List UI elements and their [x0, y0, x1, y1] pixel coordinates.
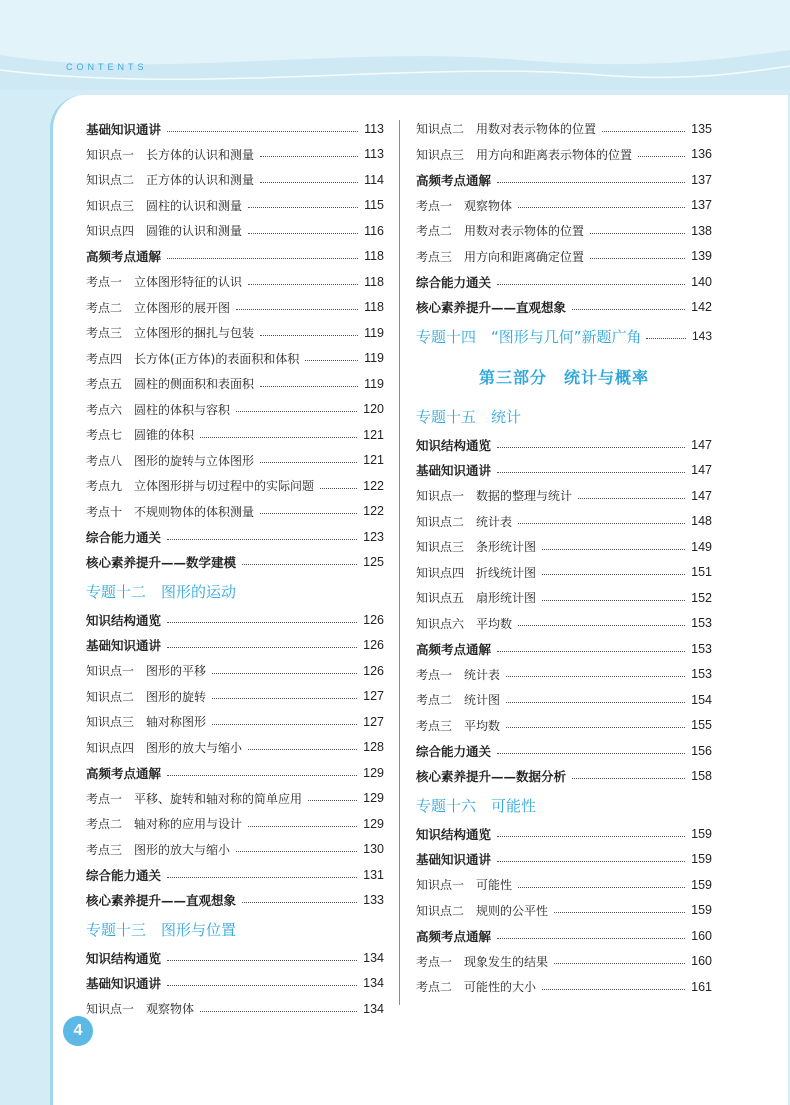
toc-entry-label: 考点九 立体图形拼与切过程中的实际问题	[86, 479, 315, 494]
toc-page-number: 114	[364, 172, 384, 187]
toc-entry[interactable]	[416, 142, 712, 168]
toc-entry[interactable]	[416, 949, 712, 975]
toc-page-number: 148	[691, 514, 712, 529]
toc-entry-label: 考点一 平移、旋转和轴对称的简单应用	[86, 791, 303, 806]
toc-entry-label: 高频考点通解	[416, 641, 492, 657]
toc-entry[interactable]	[416, 872, 712, 898]
dot-leader	[320, 487, 357, 489]
toc-entry[interactable]	[86, 684, 384, 710]
toc-entry-label: 知识点六 平均数	[416, 616, 513, 631]
toc-entry-label: 考点一 观察物体	[416, 198, 513, 213]
toc-entry-label: 考点六 圆柱的体积与容积	[86, 402, 231, 417]
toc-entry-label: 知识点一 观察物体	[86, 1002, 195, 1017]
dot-leader	[236, 850, 357, 852]
toc-page-number: 122	[363, 478, 384, 493]
dot-leader	[572, 308, 685, 310]
toc-entry-label: 知识点四 折线统计图	[416, 565, 537, 580]
toc-entry[interactable]	[416, 898, 712, 924]
toc-entry[interactable]	[416, 585, 712, 611]
toc-entry[interactable]	[86, 295, 384, 321]
toc-entry-label: 知识点一 长方体的认识和测量	[86, 147, 255, 162]
toc-entry[interactable]	[86, 346, 384, 372]
toc-entry[interactable]	[86, 811, 384, 837]
toc-page-number: 149	[691, 539, 712, 554]
toc-entry-label: 高频考点通解	[416, 172, 492, 188]
toc-entry[interactable]	[86, 193, 384, 219]
toc-page-number: 126	[363, 612, 384, 627]
toc-entry-label: 专题十二 图形的运动	[86, 582, 237, 601]
toc-entry[interactable]	[86, 218, 384, 244]
toc-entry-label: 考点一 统计表	[416, 667, 501, 682]
dot-leader	[167, 876, 357, 878]
toc-page-number: 134	[363, 1001, 384, 1016]
toc-page-number: 161	[691, 979, 712, 994]
toc-entry[interactable]	[416, 116, 712, 142]
toc-entry-label: 考点二 用数对表示物体的位置	[416, 224, 585, 239]
toc-page-number: 121	[363, 453, 384, 468]
dot-leader	[248, 748, 357, 750]
toc-page-number: 158	[691, 769, 712, 784]
dot-leader	[167, 959, 357, 961]
toc-entry-label: 知识点四 图形的放大与缩小	[86, 740, 243, 755]
toc-entry-label: 考点一 现象发生的结果	[416, 954, 549, 969]
dot-leader	[236, 308, 358, 310]
dot-leader	[200, 1010, 357, 1012]
toc-page-number: 128	[363, 740, 384, 755]
toc-entry[interactable]	[86, 142, 384, 168]
dot-leader	[518, 624, 685, 626]
dot-leader	[248, 206, 358, 208]
toc-entry-label: 基础知识通讲	[86, 976, 162, 992]
toc-page-number: 127	[363, 714, 384, 729]
toc-page-number: 133	[363, 893, 384, 908]
topic-heading[interactable]	[416, 320, 712, 352]
toc-entry[interactable]	[86, 760, 384, 786]
dot-leader	[542, 548, 685, 550]
toc-entry-label: 知识结构通览	[86, 950, 162, 966]
dot-leader	[212, 697, 357, 699]
toc-page-number: 159	[691, 877, 712, 892]
toc-entry-label: 知识结构通览	[416, 437, 492, 453]
toc-page-number: 135	[691, 121, 712, 136]
toc-entry[interactable]	[86, 371, 384, 397]
toc-page-number: 142	[691, 300, 712, 315]
toc-entry[interactable]	[416, 534, 712, 560]
dot-leader	[497, 283, 685, 285]
dot-leader	[646, 337, 686, 339]
toc-entry-label: 知识点一 可能性	[416, 878, 513, 893]
toc-entry-label: 基础知识通讲	[86, 638, 162, 654]
dot-leader	[497, 835, 685, 837]
toc-page-number: 120	[363, 402, 384, 417]
toc-entry[interactable]	[86, 837, 384, 863]
toc-page-number: 126	[363, 663, 384, 678]
toc-page-number: 159	[691, 826, 712, 841]
topic-heading[interactable]	[86, 575, 384, 607]
toc-entry-label: 基础知识通讲	[416, 852, 492, 868]
toc-page-number: 153	[691, 667, 712, 682]
toc-page-number: 127	[363, 689, 384, 704]
toc-entry[interactable]	[416, 193, 712, 219]
dot-leader	[167, 984, 357, 986]
toc-page-number: 130	[363, 842, 384, 857]
toc-entry[interactable]	[86, 888, 384, 914]
toc-entry[interactable]	[416, 483, 712, 509]
dot-leader	[248, 825, 357, 827]
toc-entry-label: 知识结构通览	[86, 612, 162, 628]
toc-entry-label: 高频考点通解	[86, 249, 162, 265]
toc-entry[interactable]	[416, 821, 712, 847]
toc-page-number: 159	[691, 852, 712, 867]
toc-page-number: 156	[691, 743, 712, 758]
toc-entry-label: 知识点二 规则的公平性	[416, 903, 549, 918]
dot-leader	[167, 130, 358, 132]
toc-entry-label: 知识点五 扇形统计图	[416, 591, 537, 606]
toc-page-number: 159	[691, 903, 712, 918]
toc-entry-label: 核心素养提升——数据分析	[416, 769, 567, 785]
dot-leader	[542, 599, 685, 601]
toc-entry[interactable]	[86, 633, 384, 659]
toc-page-number: 129	[363, 765, 384, 780]
dot-leader	[260, 512, 357, 514]
toc-entry[interactable]	[416, 974, 712, 1000]
toc-page-number: 129	[363, 791, 384, 806]
toc-entry-label: 知识点二 用数对表示物体的位置	[416, 122, 597, 137]
toc-page-number: 147	[691, 488, 712, 503]
toc-page-number: 119	[364, 376, 384, 391]
toc-entry[interactable]	[416, 738, 712, 764]
toc-left-column	[86, 116, 384, 1022]
toc-page-number: 155	[691, 718, 712, 733]
dot-leader	[542, 573, 685, 575]
toc-entry[interactable]	[86, 996, 384, 1022]
toc-entry[interactable]	[86, 422, 384, 448]
dot-leader	[497, 181, 685, 183]
dot-leader	[200, 436, 357, 438]
dot-leader	[497, 860, 685, 862]
toc-page-number: 153	[691, 616, 712, 631]
toc-entry[interactable]	[416, 432, 712, 458]
toc-entry-label: 考点二 可能性的大小	[416, 980, 537, 995]
toc-entry[interactable]	[86, 971, 384, 997]
toc-entry[interactable]	[86, 735, 384, 761]
dot-leader	[260, 385, 358, 387]
toc-entry-label: 考点二 统计图	[416, 693, 501, 708]
page-number-badge: 4	[63, 1016, 93, 1046]
dot-leader	[167, 257, 358, 259]
toc-entry-label: 综合能力通关	[86, 867, 162, 883]
toc-entry-label: 知识点四 圆锥的认识和测量	[86, 224, 243, 239]
toc-entry-label: 综合能力通关	[86, 529, 162, 545]
toc-entry-label: 考点三 立体图形的捆扎与包装	[86, 326, 255, 341]
toc-entry-label: 综合能力通关	[416, 274, 492, 290]
dot-leader	[497, 937, 685, 939]
dot-leader	[638, 155, 685, 157]
toc-entry[interactable]	[416, 713, 712, 739]
toc-page-number: 139	[691, 249, 712, 264]
toc-page-number: 134	[363, 976, 384, 991]
dot-leader	[212, 672, 357, 674]
toc-page-number: 143	[691, 329, 712, 343]
toc-entry-label: 考点二 立体图形的展开图	[86, 300, 231, 315]
toc-page-number: 119	[364, 351, 384, 366]
dot-leader	[578, 497, 685, 499]
toc-page-number: 154	[691, 692, 712, 707]
toc-entry-label: 考点二 轴对称的应用与设计	[86, 817, 243, 832]
toc-entry-label: 知识点三 圆柱的认识和测量	[86, 198, 243, 213]
toc-entry[interactable]	[86, 269, 384, 295]
toc-entry[interactable]	[86, 499, 384, 525]
toc-page-number: 129	[363, 816, 384, 831]
toc-entry[interactable]	[416, 560, 712, 586]
dot-leader	[506, 675, 685, 677]
toc-entry-label: 高频考点通解	[86, 765, 162, 781]
toc-page-number: 116	[364, 223, 384, 238]
toc-entry-label: 知识点三 条形统计图	[416, 540, 537, 555]
dot-leader	[167, 621, 357, 623]
toc-entry[interactable]	[86, 448, 384, 474]
toc-page-number: 140	[691, 274, 712, 289]
toc-entry[interactable]	[86, 786, 384, 812]
dot-leader	[167, 774, 357, 776]
dot-leader	[506, 726, 685, 728]
toc-entry-label: 知识结构通览	[416, 826, 492, 842]
toc-entry[interactable]	[86, 320, 384, 346]
dot-leader	[497, 471, 685, 473]
dot-leader	[212, 723, 357, 725]
toc-entry[interactable]	[86, 945, 384, 971]
toc-page-number: 121	[363, 427, 384, 442]
toc-page-number: 153	[691, 641, 712, 656]
toc-page-number: 126	[363, 638, 384, 653]
dot-leader	[497, 752, 685, 754]
toc-entry-label: 第三部分 统计与概率	[478, 367, 649, 387]
toc-entry[interactable]	[416, 458, 712, 484]
toc-entry[interactable]	[416, 611, 712, 637]
toc-entry[interactable]	[86, 473, 384, 499]
toc-entry-label: 考点一 立体图形特征的认识	[86, 275, 243, 290]
dot-leader	[602, 130, 685, 132]
part-heading	[416, 352, 712, 400]
toc-entry-label: 考点十 不规则物体的体积测量	[86, 504, 255, 519]
toc-entry-label: 核心素养提升——直观想象	[86, 893, 237, 909]
toc-entry-label: 考点七 圆锥的体积	[86, 428, 195, 443]
toc-page-number: 113	[364, 121, 384, 136]
toc-entry-label: 专题十四 “图形与几何”新题广角	[416, 327, 642, 346]
toc-page-number: 160	[691, 928, 712, 943]
toc-page-number: 134	[363, 950, 384, 965]
header-band	[0, 0, 790, 90]
toc-entry[interactable]	[86, 397, 384, 423]
toc-page-number: 115	[364, 198, 384, 213]
toc-entry[interactable]	[86, 862, 384, 888]
toc-entry-label: 高频考点通解	[416, 928, 492, 944]
dot-leader	[554, 962, 685, 964]
toc-page-number: 113	[364, 147, 384, 162]
topic-heading[interactable]	[416, 789, 712, 821]
toc-entry-label: 知识点二 正方体的认识和测量	[86, 173, 255, 188]
toc-page-number: 125	[363, 555, 384, 570]
toc-entry[interactable]	[416, 295, 712, 321]
toc-entry[interactable]	[416, 764, 712, 790]
toc-entry-label: 专题十五 统计	[416, 407, 522, 426]
dot-leader	[242, 901, 357, 903]
toc-page-number: 118	[364, 300, 384, 315]
toc-entry[interactable]	[416, 636, 712, 662]
toc-entry-label: 知识点三 轴对称图形	[86, 715, 207, 730]
dot-leader	[308, 799, 357, 801]
toc-entry-label: 考点三 平均数	[416, 718, 501, 733]
dot-leader	[260, 155, 358, 157]
toc-entry[interactable]	[416, 244, 712, 270]
dot-leader	[572, 777, 685, 779]
toc-page-number: 151	[691, 565, 712, 580]
toc-entry-label: 考点五 圆柱的侧面积和表面积	[86, 377, 255, 392]
topic-heading[interactable]	[86, 913, 384, 945]
toc-entry[interactable]	[416, 923, 712, 949]
dot-leader	[518, 206, 685, 208]
toc-page-number: 118	[364, 274, 384, 289]
toc-entry[interactable]	[416, 167, 712, 193]
toc-entry-label: 知识点一 图形的平移	[86, 664, 207, 679]
dot-leader	[305, 359, 358, 361]
toc-entry-label: 知识点三 用方向和距离表示物体的位置	[416, 147, 633, 162]
dot-leader	[167, 538, 357, 540]
dot-leader	[248, 283, 358, 285]
toc-right-column	[416, 116, 712, 1000]
toc-entry[interactable]	[416, 687, 712, 713]
toc-page-number: 152	[691, 590, 712, 605]
dot-leader	[248, 232, 358, 234]
dot-leader	[506, 701, 685, 703]
toc-page-number: 122	[363, 504, 384, 519]
toc-page-number: 147	[691, 437, 712, 452]
toc-entry[interactable]	[86, 167, 384, 193]
toc-entry[interactable]	[86, 524, 384, 550]
dot-leader	[518, 886, 685, 888]
toc-entry[interactable]	[86, 244, 384, 270]
toc-entry-label: 知识点二 图形的旋转	[86, 689, 207, 704]
toc-entry[interactable]	[416, 509, 712, 535]
toc-entry-label: 基础知识通讲	[86, 121, 162, 137]
toc-page-number: 138	[691, 223, 712, 238]
toc-page-number: 136	[691, 147, 712, 162]
toc-page-number: 160	[691, 954, 712, 969]
dot-leader	[542, 988, 685, 990]
column-divider	[399, 120, 400, 1005]
toc-entry-label: 综合能力通关	[416, 743, 492, 759]
toc-entry[interactable]	[416, 847, 712, 873]
dot-leader	[260, 461, 357, 463]
toc-entry-label: 考点八 图形的旋转与立体图形	[86, 453, 255, 468]
dot-leader	[497, 446, 685, 448]
dot-leader	[590, 257, 685, 259]
toc-page-number: 119	[364, 325, 384, 340]
toc-entry[interactable]	[86, 607, 384, 633]
toc-entry-label: 考点三 用方向和距离确定位置	[416, 249, 585, 264]
toc-entry-label: 专题十三 图形与位置	[86, 920, 237, 939]
toc-entry-label: 考点三 图形的放大与缩小	[86, 842, 231, 857]
toc-page-number: 131	[363, 867, 384, 882]
toc-page-number: 137	[691, 198, 712, 213]
topic-heading[interactable]	[416, 400, 712, 432]
dot-leader	[242, 563, 357, 565]
dot-leader	[590, 232, 685, 234]
dot-leader	[518, 522, 685, 524]
dot-leader	[167, 646, 357, 648]
toc-entry-label: 核心素养提升——直观想象	[416, 300, 567, 316]
contents-label: CONTENTS	[66, 62, 148, 72]
dot-leader	[554, 911, 685, 913]
toc-entry-label: 知识点一 数据的整理与统计	[416, 489, 573, 504]
toc-entry[interactable]	[416, 662, 712, 688]
toc-entry[interactable]	[86, 116, 384, 142]
toc-entry[interactable]	[86, 709, 384, 735]
toc-entry-label: 专题十六 可能性	[416, 796, 537, 815]
dot-leader	[497, 650, 685, 652]
dot-leader	[236, 410, 357, 412]
toc-page-number: 147	[691, 463, 712, 478]
toc-page-number: 118	[364, 249, 384, 264]
toc-entry[interactable]	[416, 269, 712, 295]
toc-entry[interactable]	[86, 658, 384, 684]
dot-leader	[260, 181, 358, 183]
toc-entry-label: 基础知识通讲	[416, 463, 492, 479]
toc-page-number: 123	[363, 529, 384, 544]
toc-page-number: 137	[691, 172, 712, 187]
toc-entry-label: 核心素养提升——数学建模	[86, 555, 237, 571]
toc-entry[interactable]	[416, 218, 712, 244]
dot-leader	[260, 334, 358, 336]
toc-entry-label: 考点四 长方体(正方体)的表面积和体积	[86, 351, 300, 366]
toc-entry-label: 知识点二 统计表	[416, 514, 513, 529]
toc-entry[interactable]	[86, 550, 384, 576]
